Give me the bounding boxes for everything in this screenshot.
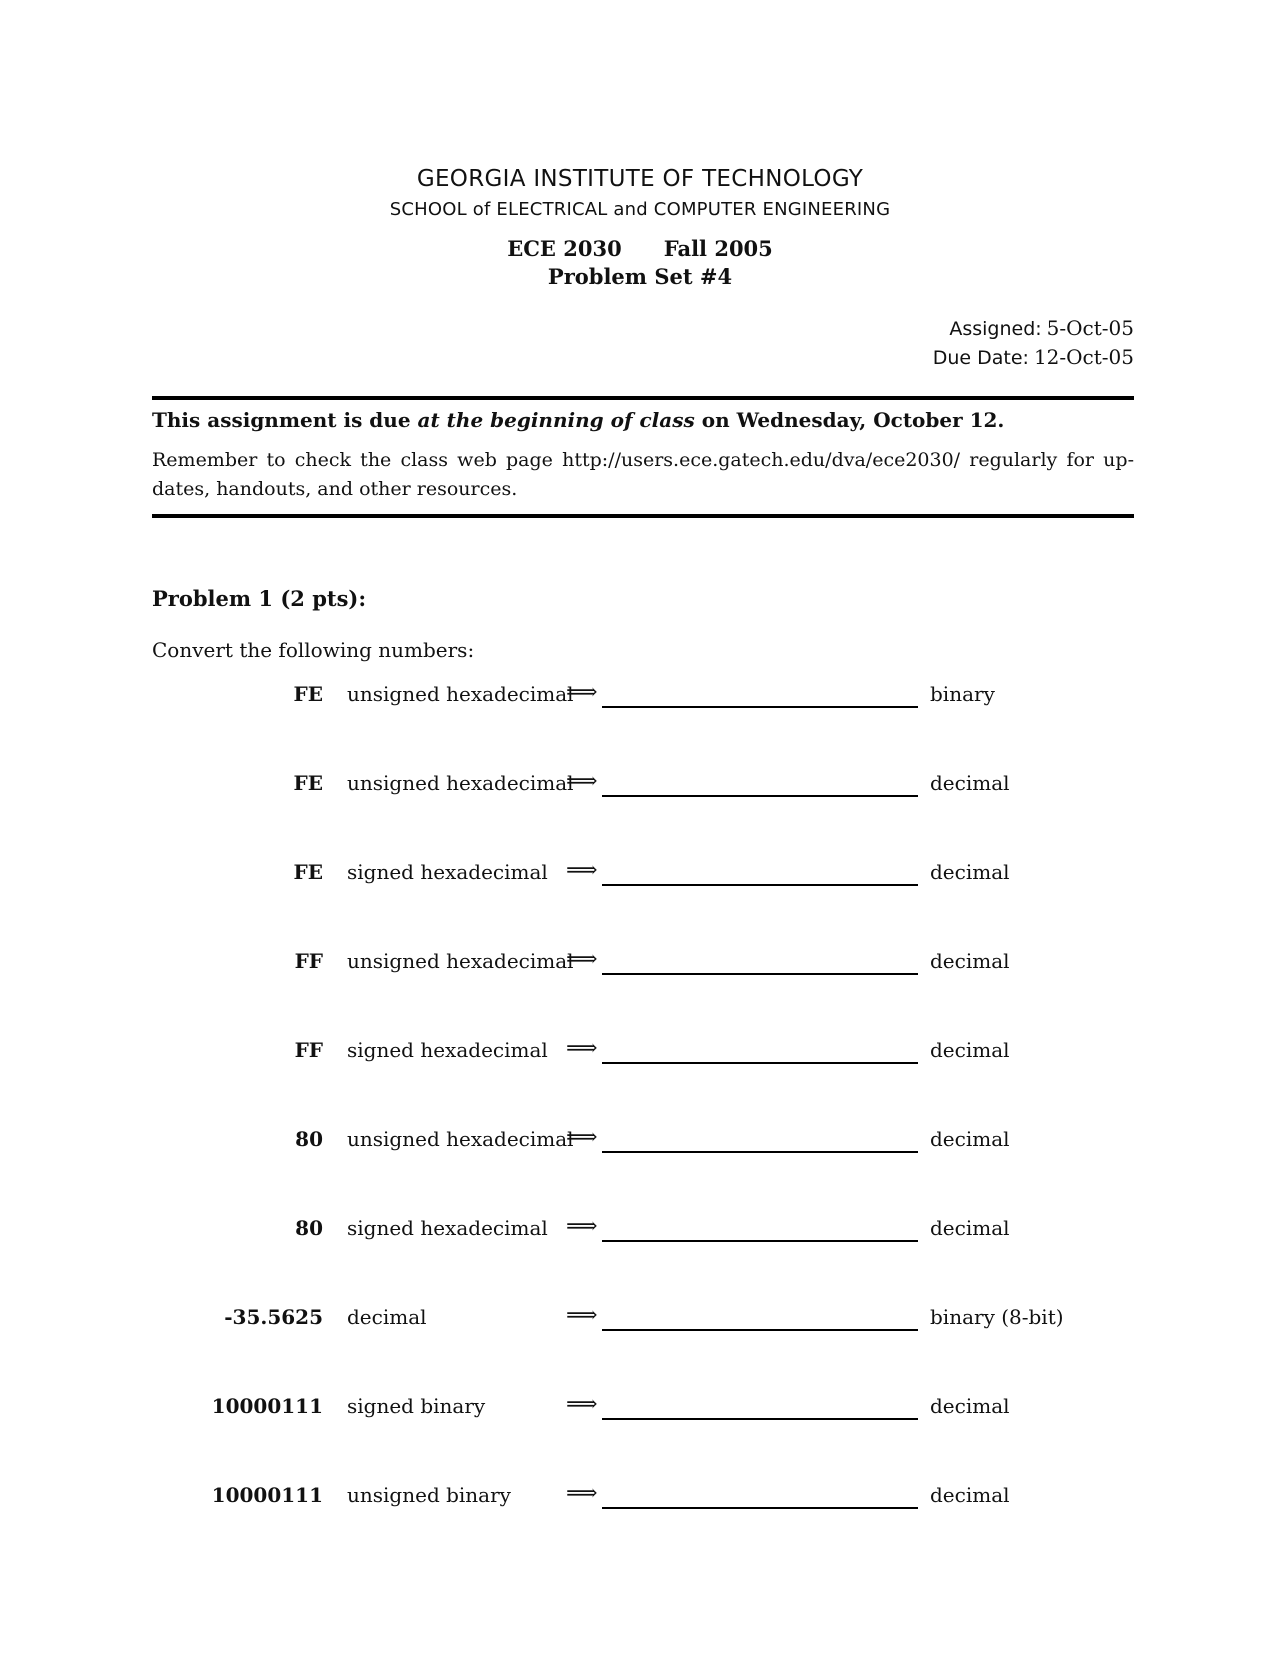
conversion-row [0, 860, 1280, 900]
conversion-row [0, 1127, 1280, 1167]
answer-blank[interactable] [602, 1062, 918, 1064]
implies-arrow-icon: ⟹ [566, 947, 598, 972]
answer-blank[interactable] [602, 884, 918, 886]
answer-blank[interactable] [602, 795, 918, 797]
bottom-divider [152, 514, 1134, 518]
source-format: signed hexadecimal [347, 860, 548, 884]
answer-blank[interactable] [602, 1151, 918, 1153]
source-number: FE [293, 771, 323, 795]
problem-set-title: Problem Set #4 [547, 264, 733, 289]
problem-1-title: Problem 1 (2 pts): [152, 586, 367, 611]
target-format: decimal [930, 1127, 1010, 1151]
source-format: unsigned hexadecimal [347, 949, 574, 973]
target-format: binary [930, 682, 995, 706]
reminder-text: Remember to check the class web page http://users.ece.gatech.edu/dva/ece2030/ regularly for up-dates, handouts, and other resources. [152, 449, 1134, 500]
conversion-row [0, 1216, 1280, 1256]
answer-blank[interactable] [602, 706, 918, 708]
source-number: FF [294, 949, 323, 973]
implies-arrow-icon: ⟹ [566, 680, 598, 705]
conversion-row [0, 1483, 1280, 1523]
conversion-row [0, 682, 1280, 722]
answer-blank[interactable] [602, 973, 918, 975]
due-notice-part1: This assignment is due [152, 408, 418, 432]
source-number: 80 [295, 1127, 323, 1151]
course-code: ECE 2030 [507, 236, 622, 261]
conversion-row [0, 1038, 1280, 1078]
implies-arrow-icon: ⟹ [566, 1303, 598, 1328]
course-line [0, 236, 1280, 261]
source-format: unsigned hexadecimal [347, 1127, 574, 1151]
conversion-row [0, 949, 1280, 989]
assigned-date [933, 314, 1134, 343]
implies-arrow-icon: ⟹ [566, 858, 598, 883]
due-value: 12-Oct-05 [1033, 345, 1134, 369]
due-label: Due Date: [932, 347, 1029, 369]
problem-1-instruction: Convert the following numbers: [152, 638, 475, 662]
target-format: decimal [930, 949, 1010, 973]
target-format: decimal [930, 1038, 1010, 1062]
due-notice-part3: on Wednesday, October 12. [694, 408, 1005, 432]
answer-blank[interactable] [602, 1507, 918, 1509]
assigned-value: 5-Oct-05 [1046, 316, 1134, 340]
target-format: decimal [930, 771, 1010, 795]
source-number: 10000111 [211, 1394, 323, 1418]
implies-arrow-icon: ⟹ [566, 1214, 598, 1239]
source-format: decimal [347, 1305, 427, 1329]
top-divider [152, 396, 1134, 400]
source-number: FF [294, 1038, 323, 1062]
conversion-row [0, 771, 1280, 811]
assigned-label: Assigned: [949, 318, 1042, 340]
source-number: FE [293, 682, 323, 706]
source-number: -35.5625 [224, 1305, 323, 1329]
implies-arrow-icon: ⟹ [566, 769, 598, 794]
answer-blank[interactable] [602, 1418, 918, 1420]
implies-arrow-icon: ⟹ [566, 1036, 598, 1061]
dates-block [933, 314, 1134, 372]
target-format: decimal [930, 860, 1010, 884]
source-format: signed hexadecimal [347, 1038, 548, 1062]
implies-arrow-icon: ⟹ [566, 1125, 598, 1150]
conversion-row [0, 1305, 1280, 1345]
due-notice-emphasis: at the beginning of class [417, 408, 695, 432]
source-format: unsigned binary [347, 1483, 511, 1507]
source-format: signed hexadecimal [347, 1216, 548, 1240]
institution-name: GEORGIA INSTITUTE OF TECHNOLOGY [416, 166, 864, 192]
target-format: binary (8-bit) [930, 1305, 1064, 1329]
source-format: unsigned hexadecimal [347, 771, 574, 795]
target-format: decimal [930, 1483, 1010, 1507]
source-number: 80 [295, 1216, 323, 1240]
course-term: Fall 2005 [663, 236, 773, 261]
answer-blank[interactable] [602, 1329, 918, 1331]
target-format: decimal [930, 1216, 1010, 1240]
due-date [933, 343, 1134, 372]
implies-arrow-icon: ⟹ [566, 1392, 598, 1417]
source-number: 10000111 [211, 1483, 323, 1507]
answer-blank[interactable] [602, 1240, 918, 1242]
source-format: signed binary [347, 1394, 486, 1418]
target-format: decimal [930, 1394, 1010, 1418]
source-format: unsigned hexadecimal [347, 682, 574, 706]
school-name: SCHOOL of ELECTRICAL and COMPUTER ENGINEERING [389, 199, 891, 220]
source-number: FE [293, 860, 323, 884]
implies-arrow-icon: ⟹ [566, 1481, 598, 1506]
due-notice [152, 408, 1134, 432]
conversion-row [0, 1394, 1280, 1434]
